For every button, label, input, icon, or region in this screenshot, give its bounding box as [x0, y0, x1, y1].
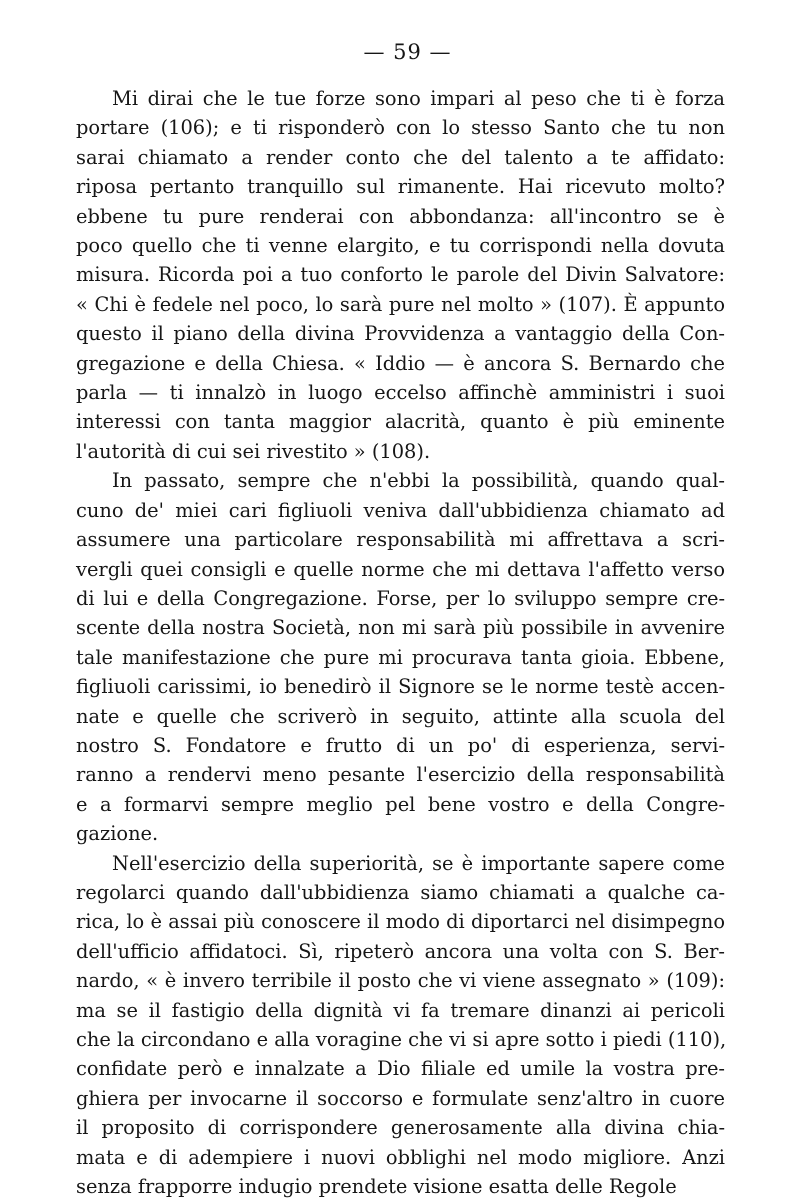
- text-line: figliuoli carissimi, io benedirò il Signore se le norme testè accen-: [76, 675, 725, 699]
- text-line: scente della nostra Società, non mi sarà più possibile in avvenire: [76, 616, 725, 640]
- text-line: vergli quei consigli e quelle norme che mi dettava l'affetto verso: [76, 557, 725, 581]
- text-line: regolarci quando dall'ubbidienza siamo chiamati a qualche ca-: [76, 880, 725, 904]
- text-line: ebbene tu pure renderai con abbondanza: all'incontro se è: [76, 204, 725, 228]
- text-line: che la circondano e alla voragine che vi si apre sotto i piedi (110),: [76, 1028, 727, 1051]
- text-line: misura. Ricorda poi a tuo conforto le parole del Divin Salvatore:: [76, 263, 725, 287]
- text-line: sarai chiamato a render conto che del talento a te affidato:: [76, 145, 725, 169]
- paragraph-p3: [76, 849, 725, 1201]
- text-line: « Chi è fedele nel poco, lo sarà pure nel molto » (107). È appunto: [76, 292, 725, 316]
- text-line: confidate però e innalzate a Dio filiale ed umile la vostra pre-: [76, 1057, 725, 1081]
- page-number: — 59 —: [363, 40, 452, 64]
- text-line: nostro S. Fondatore e frutto di un po' di esperienza, servi-: [76, 733, 725, 757]
- text-line: questo il piano della divina Provvidenza a vantaggio della Con-: [76, 322, 725, 346]
- text-line: cuno de' miei cari figliuoli veniva dall'ubbidienza chiamato ad: [76, 498, 725, 522]
- text-line: gazione.: [76, 822, 159, 846]
- text-line: il proposito di corrispondere generosamente alla divina chia-: [76, 1116, 725, 1140]
- text-line: assumere una particolare responsabilità mi affrettava a scri-: [76, 528, 725, 552]
- body-text: [76, 84, 725, 1201]
- text-line: senza frapporre indugio prendete visione esatta delle Regole: [76, 1175, 677, 1199]
- text-line: ranno a rendervi meno pesante l'esercizio della responsabilità: [76, 763, 725, 787]
- paragraph-p2: [76, 466, 725, 848]
- text-line: ghiera per invocarne il soccorso e formulate senz'altro in cuore: [76, 1086, 725, 1110]
- text-line: nardo, « è invero terribile il posto che vi viene assegnato » (109):: [76, 969, 725, 993]
- text-line: poco quello che ti venne elargito, e tu corrispondi nella dovuta: [76, 234, 725, 258]
- text-line: mata e di adempiere i nuovi obblighi nel modo migliore. Anzi: [76, 1145, 725, 1169]
- text-line: parla — ti innalzò in luogo eccelso affinchè amministri i suoi: [76, 381, 725, 405]
- text-line: e a formarvi sempre meglio pel bene vostro e della Congre-: [76, 792, 725, 816]
- text-line: riposa pertanto tranquillo sul rimanente. Hai ricevuto molto?: [76, 175, 725, 199]
- text-line: interessi con tanta maggior alacrità, quanto è più eminente: [76, 410, 725, 434]
- paragraph-p1: [76, 84, 725, 466]
- text-line: di lui e della Congregazione. Forse, per lo sviluppo sempre cre-: [76, 586, 725, 610]
- text-line: ma se il fastigio della dignità vi fa tremare dinanzi ai pericoli: [76, 998, 725, 1022]
- text-line: gregazione e della Chiesa. « Iddio — è ancora S. Bernardo che: [76, 351, 725, 375]
- text-line: tale manifestazione che pure mi procurava tanta gioia. Ebbene,: [76, 645, 725, 669]
- text-line: In passato, sempre che n'ebbi la possibilità, quando qual-: [112, 469, 725, 493]
- text-line: dell'ufficio affidatoci. Sì, ripeterò ancora una volta con S. Ber-: [76, 939, 725, 963]
- text-line: nate e quelle che scriverò in seguito, attinte alla scuola del: [76, 704, 725, 728]
- text-line: rica, lo è assai più conoscere il modo di diportarci nel disimpegno: [76, 910, 725, 934]
- text-line: portare (106); e ti risponderò con lo stesso Santo che tu non: [76, 116, 725, 140]
- text-line: Mi dirai che le tue forze sono impari al peso che ti è forza: [112, 87, 725, 110]
- text-line: Nell'esercizio della superiorità, se è importante sapere come: [112, 851, 725, 875]
- text-line: l'autorità di cui sei rivestito » (108).: [76, 439, 431, 463]
